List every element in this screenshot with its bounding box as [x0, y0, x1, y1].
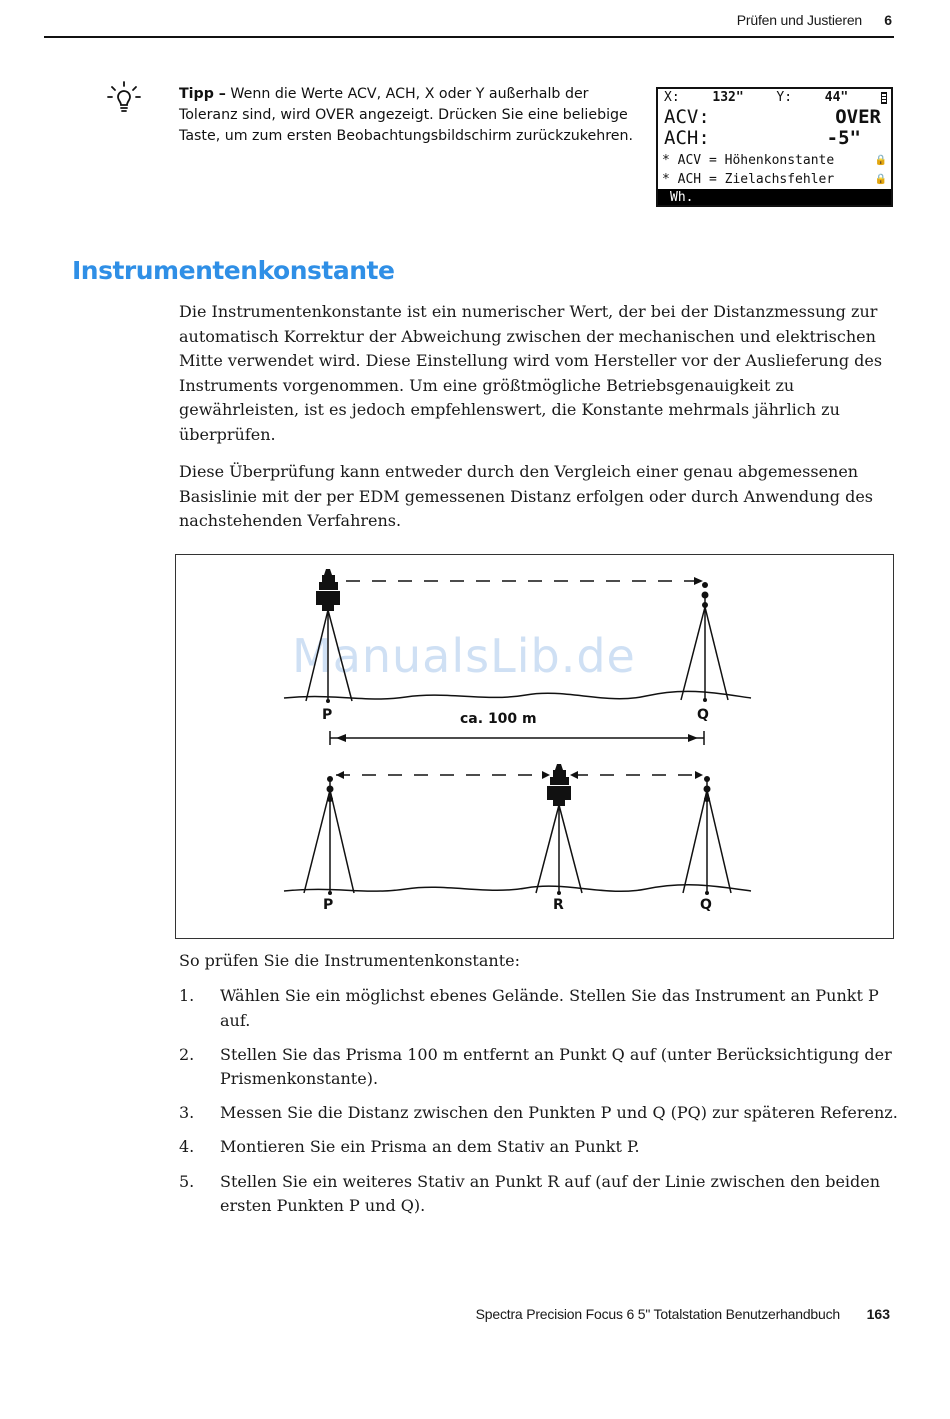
battery-icon: [881, 92, 887, 104]
tip-body: Wenn die Werte ACV, ACH, X oder Y außerhalb der Toleranz sind, wird OVER angezeigt. Drücken Sie eine beliebige Taste, um zum ersten Beobachtungsbildschirm zurückzukehren.: [179, 86, 633, 144]
total-station-icon: [316, 569, 340, 611]
tripod-instrument-p-top: [306, 610, 352, 701]
section-title: Instrumentenkonstante: [72, 256, 395, 285]
step-text: Stellen Sie das Prisma 100 m entfernt an Punkt Q auf (unter Berücksichtigung der Prismenkonstante).: [220, 1044, 892, 1089]
lcd-softkey-wh[interactable]: Wh.: [670, 190, 694, 205]
page-number: 163: [866, 1306, 890, 1322]
label-p-top: P: [322, 707, 333, 723]
tripod-instrument-r-bottom: [536, 805, 582, 893]
header-rule: [44, 36, 894, 38]
label-q-bottom: Q: [700, 897, 712, 913]
lcd-x-label: X:: [664, 90, 680, 105]
lcd-acv-note: * ACV = Höhenkonstante: [662, 152, 835, 168]
procedure-intro: So prüfen Sie die Instrumentenkonstante:: [179, 951, 520, 970]
lcd-y-label: Y:: [776, 90, 793, 105]
lcd-x-value: 132": [712, 90, 744, 105]
lock-icon: 🔒: [874, 154, 887, 166]
label-p-bottom: P: [323, 897, 334, 913]
tripod-prism-q-bottom: [683, 777, 731, 893]
lcd-softkey-bar[interactable]: [658, 189, 891, 207]
total-station-icon: [547, 764, 571, 806]
list-item: [179, 1170, 899, 1219]
lcd-acv-label: ACV:: [664, 106, 710, 128]
tip-label: Tipp –: [179, 86, 226, 102]
tip-text: [179, 84, 649, 147]
lightbulb-icon: [106, 80, 142, 116]
prism-icon: [327, 776, 334, 802]
tripod-prism-q-top: [681, 593, 728, 700]
lcd-screen: [656, 87, 893, 207]
step-number: 5.: [179, 1171, 195, 1191]
lcd-ach-note: * ACH = Zielachsfehler: [662, 171, 835, 187]
list-item: [179, 1101, 899, 1126]
step-number: 4.: [179, 1137, 195, 1157]
lcd-row-acv: [664, 106, 881, 128]
label-r-bottom: R: [553, 897, 564, 913]
list-item: [179, 1043, 899, 1092]
label-q-top: Q: [697, 707, 709, 723]
running-header-chapter-number: 6: [884, 12, 892, 28]
step-number: 1.: [179, 986, 195, 1005]
lcd-acv-value: OVER: [835, 106, 881, 128]
lcd-y-value: 44": [824, 90, 849, 105]
step-text: Wählen Sie ein möglichst ebenes Gelände. Stellen Sie das Instrument an Punkt P auf.: [220, 986, 879, 1030]
lcd-ach-label: ACH:: [664, 127, 710, 149]
survey-diagram: [176, 555, 895, 940]
lcd-row-ach: [664, 127, 861, 149]
list-item: [179, 1135, 899, 1160]
step-text: Stellen Sie ein weiteres Stativ an Punkt R auf (auf der Linie zwischen den beiden ersten Punkten P und Q).: [220, 1171, 881, 1216]
lcd-row-xy: [664, 89, 887, 106]
running-footer-title: Spectra Precision Focus 6 5" Totalstation Benutzerhandbuch: [475, 1306, 840, 1322]
step-number: 2.: [179, 1044, 195, 1064]
running-header-title: Prüfen und Justieren: [736, 12, 862, 28]
watermark: ManualsLib.de: [292, 629, 636, 683]
prism-icon: [702, 582, 709, 608]
tripod-prism-p-bottom: [304, 777, 354, 893]
lock-icon: 🔒: [874, 173, 887, 185]
lcd-row-ach-note: [662, 170, 887, 188]
prism-icon: [704, 776, 711, 802]
paragraph-method: Diese Überprüfung kann entweder durch den Vergleich einer genau abgemessenen Basislinie mit der per EDM gemessenen Distanz erfolgen oder durch Anwendung des nachstehenden Verfahrens.: [179, 462, 874, 531]
paragraph-intro: Die Instrumentenkonstante ist ein numerischer Wert, der bei der Distanzmessung zur automatisch Korrektur der Abweichung zwischen der mechanischen und elektrischen Mitte verwendet wird. Diese Einstellung wird vom Hersteller vor der Auslieferung des Instruments vorgenommen. Um eine größtmögliche Betriebsgenauigkeit zu gewährleisten, ist es jedoch empfehlenswert, die Konstante mehrmals jährlich zu überprüfen.: [179, 302, 883, 444]
step-number: 3.: [179, 1103, 195, 1123]
lcd-ach-value: -5": [826, 127, 861, 149]
step-text: Messen Sie die Distanz zwischen den Punkten P und Q (PQ) zur späteren Referenz.: [220, 1103, 898, 1123]
procedure-steps: [179, 984, 899, 1228]
step-text: Montieren Sie ein Prisma an dem Stativ an Punkt P.: [220, 1137, 640, 1157]
list-item: [179, 984, 899, 1033]
distance-label: ca. 100 m: [460, 711, 537, 727]
instrument-constant-figure: [175, 554, 894, 939]
lcd-row-acv-note: [662, 151, 887, 169]
